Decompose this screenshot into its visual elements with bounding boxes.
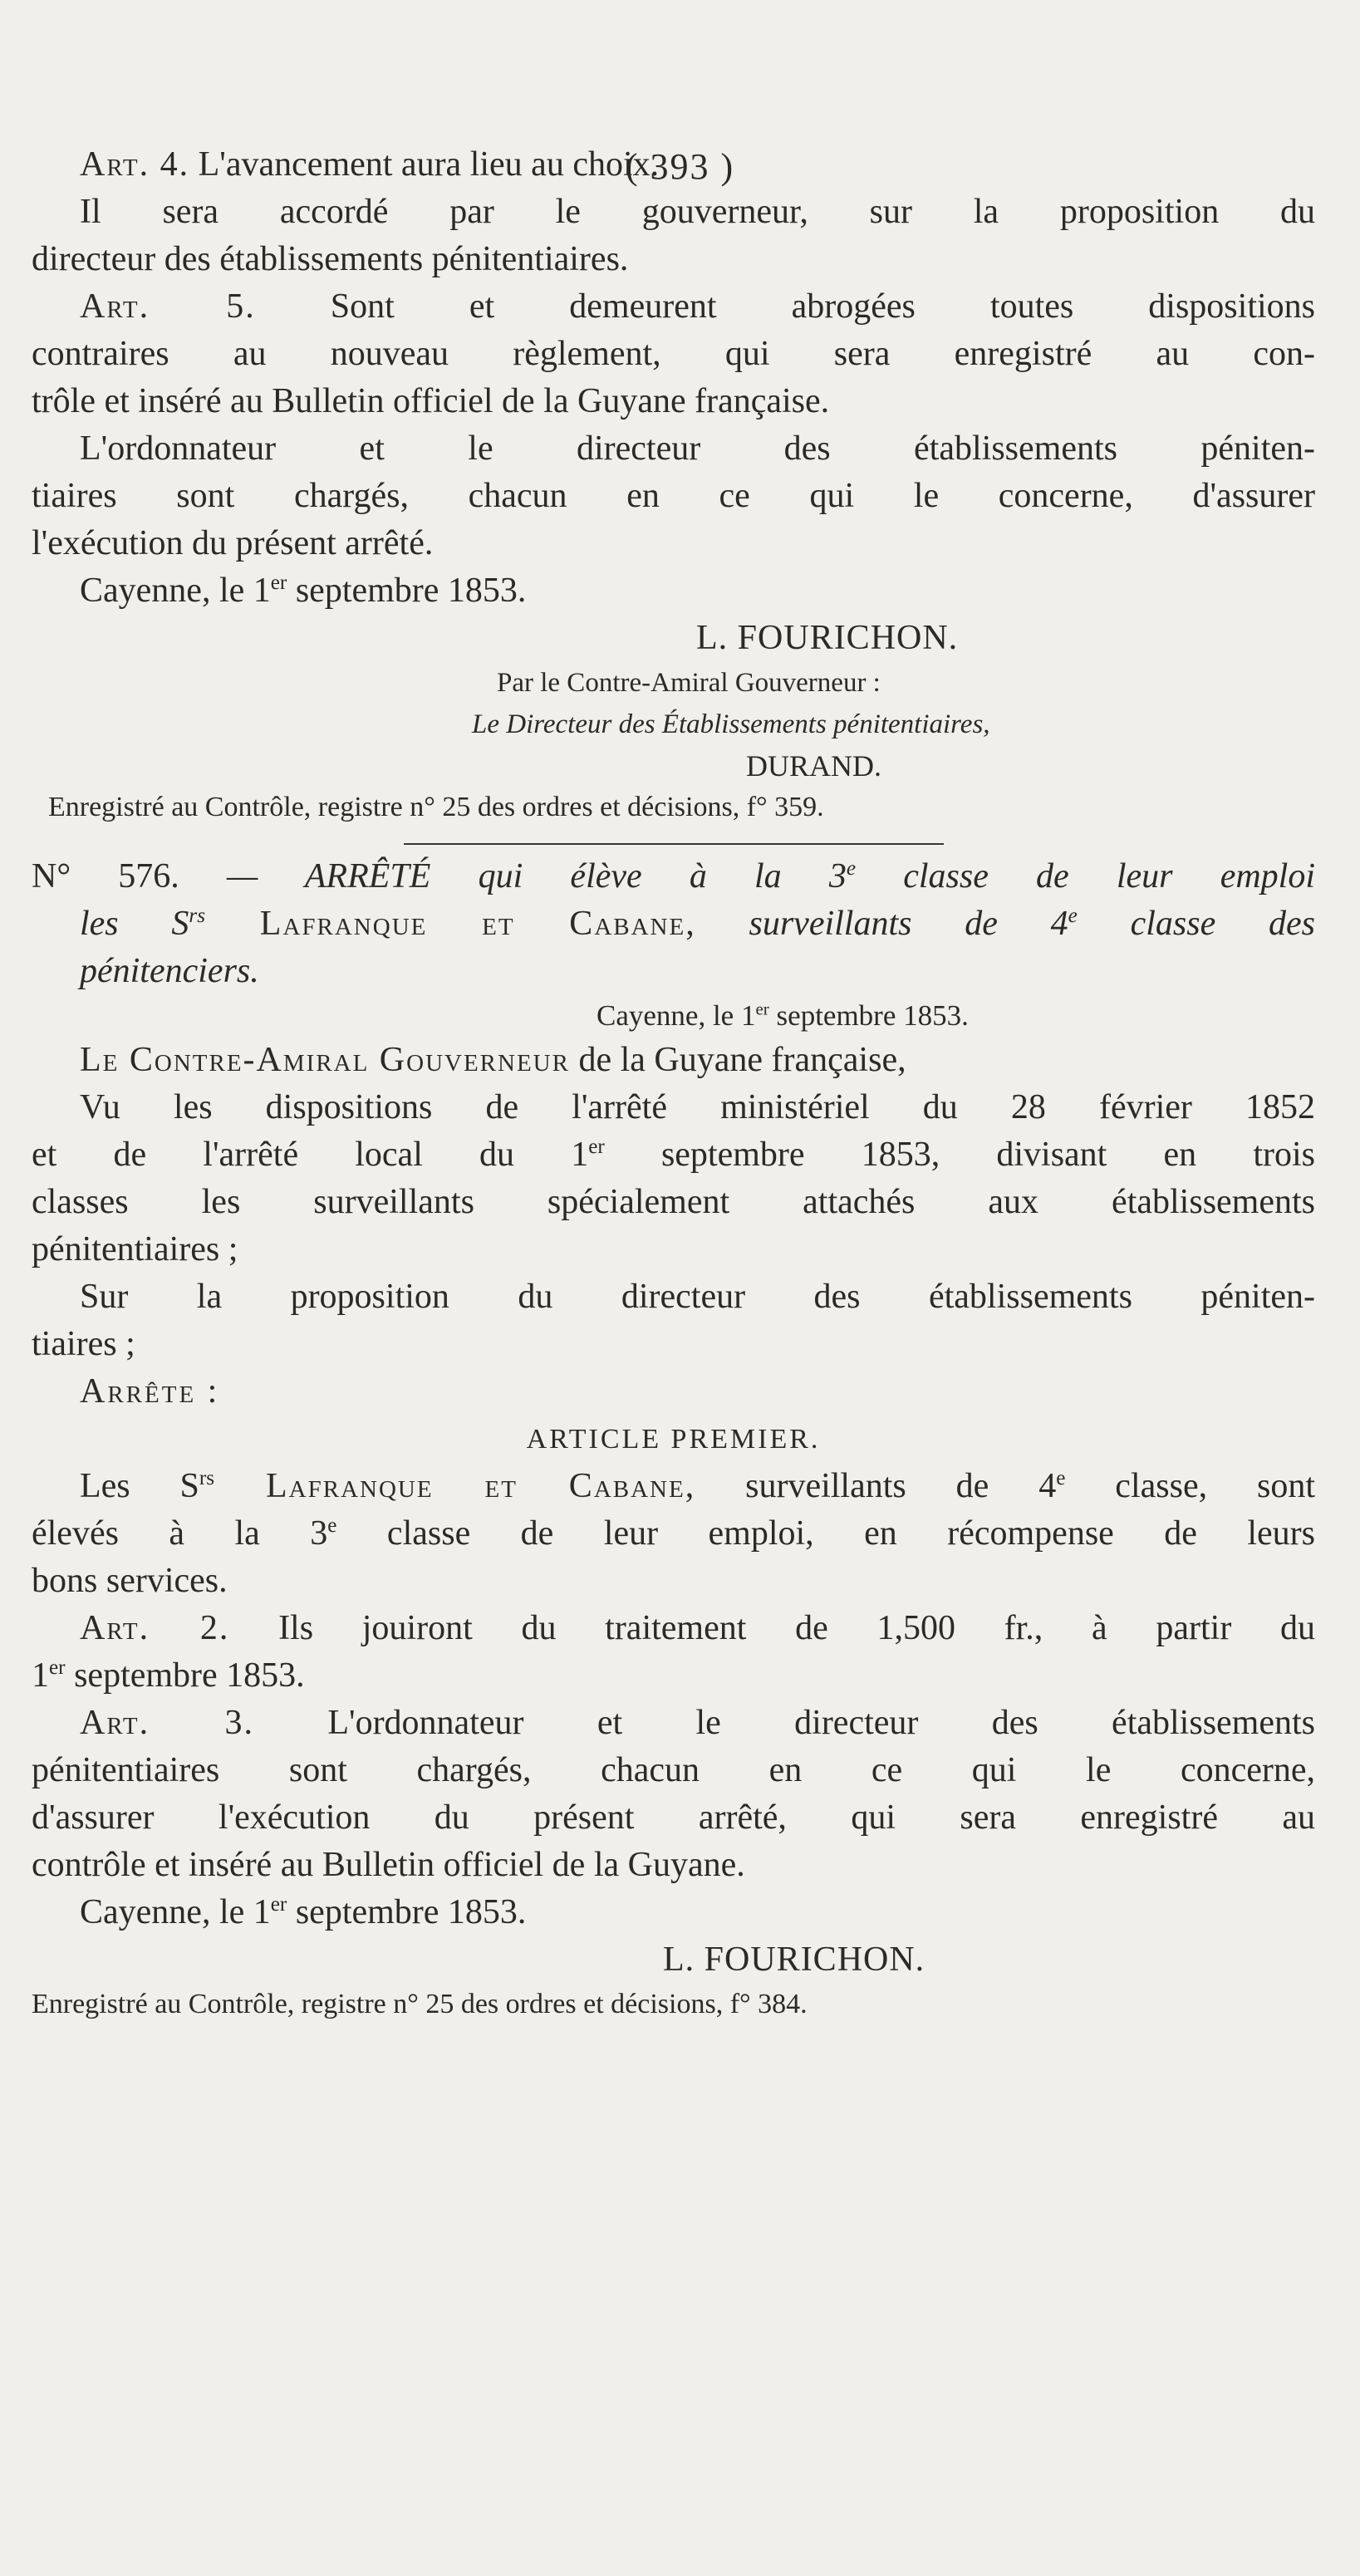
sur-line1: Sur la proposition du directeur des établissements péniten- [80,1278,1315,1316]
art3-line3: d'assurer l'exécution du présent arrêté, qui sera enregistré au [32,1798,1315,1837]
article1-line2 [32,1510,1315,1558]
article1-l2-sup: e [327,1514,337,1537]
art4-line1 [32,141,1315,189]
article1-l1-post: surveillants de 4 [695,1467,1057,1505]
art5-line1 [32,283,1315,331]
decree-title-l2-sup: rs [189,905,206,927]
article1-line3: bons services. [32,1562,228,1600]
decree-title-a-sup: e [846,857,857,880]
art5-text: Sont et demeurent abrogées toutes dispositions [330,287,1315,326]
article1-l2-post: classe de leur emploi, en récompense de leurs [336,1514,1316,1553]
countersign-line1: Par le Contre-Amiral Gouverneur : [497,668,881,698]
dateline-post: septembre 1853. [768,999,969,1032]
decree-number: N° 576. [32,857,179,895]
art4-line3: directeur des établissements pénitentiaires. [32,240,629,278]
document-page [32,141,1315,2025]
date2 [32,1889,1315,1936]
section-divider [404,843,944,845]
vu-line2-pre: et de l'arrêté local du 1 [32,1136,589,1174]
date2-post: septembre 1853. [287,1893,527,1931]
art3-line4: contrôle et inséré au Bulletin officiel de la Guyane. [32,1846,745,1884]
vu-line4: pénitentiaires ; [32,1230,238,1268]
countersign-line2: Le Directeur des Établissements pénitentiaires, [472,709,990,739]
date1 [32,567,1315,615]
article1-l2-pre: élevés à la 3 [32,1514,328,1553]
signature2: L. FOURICHON. [663,1941,925,1979]
authority-title: Le Contre-Amiral Gouverneur [80,1041,570,1079]
art5-line3: trôle et inséré au Bulletin officiel de la Guyane française. [32,382,830,420]
authority-rest: de la Guyane française, [569,1041,906,1079]
vu-line1: Vu les dispositions de l'arrêté ministériel du 28 février 1852 [80,1088,1315,1126]
decree-title-line2 [32,900,1315,948]
art2-l2-pre: 1 [32,1656,49,1695]
date1-sup: er [270,572,287,594]
vu-line3: classes les surveillants spécialement attachés aux établissements [32,1183,1315,1221]
signature1: L. FOURICHON. [696,619,959,657]
closing1-line2: tiaires sont chargés, chacun en ce qui le concerne, d'assurer [32,477,1315,515]
art4-line2: Il sera accordé par le gouverneur, sur la proposition du [80,193,1315,231]
decree-title-l2-end: classe des [1077,905,1315,943]
art2-l2-post: septembre 1853. [65,1656,305,1695]
art3-label: Art. 3. [80,1704,254,1742]
article1-l1-sup2: e [1056,1467,1066,1489]
art5-line2: contraires au nouveau règlement, qui sera enregistré au con- [32,335,1315,373]
vu-line2 [32,1131,1315,1179]
decree-title-line3: pénitenciers. [80,952,259,990]
article1-heading: ARTICLE PREMIER. [526,1424,821,1455]
art3-line1 [32,1700,1315,1747]
date1-pre: Cayenne, le 1 [80,572,271,610]
decree-title-a [227,857,1315,895]
article1-line1 [32,1463,1315,1510]
registry2: Enregistré au Contrôle, registre n° 25 des ordres et décisions, f° 384. [32,1989,808,2019]
closing1-line3: l'exécution du présent arrêté. [32,524,434,562]
art4-text: L'avancement aura lieu au choix. [198,145,660,184]
authority-line [32,1037,1315,1084]
arrete-label: Arrête : [80,1372,220,1411]
decree-title-line1 [32,853,1315,900]
decree-title-l2-post: surveillants de 4 [695,905,1068,943]
decree-dateline [32,995,1315,1037]
art3-text: L'ordonnateur et le directeur des établissements [327,1704,1315,1742]
article1-l1-pre: Les S [80,1467,199,1505]
closing1-line1: L'ordonnateur et le directeur des établissements péniten- [80,429,1315,468]
decree-title-l2-pre: les S [80,905,189,943]
art4-label: Art. 4. [80,145,190,184]
date2-sup: er [270,1893,287,1916]
page-number: ( 393 ) [625,146,735,187]
registry1: Enregistré au Contrôle, registre n° 25 des ordres et décisions, f° 359. [48,792,824,822]
decree-title-a-text: — ARRÊTÉ qui élève à la 3 [227,857,847,895]
art2-l2-sup: er [49,1656,66,1679]
decree-title-l2-names: Lafranque et Cabane, [205,905,696,943]
article1-l1-end: classe, sont [1065,1467,1316,1505]
date1-post: septembre 1853. [287,572,527,610]
dateline-pre: Cayenne, le 1 [597,999,756,1032]
sur-line2: tiaires ; [32,1325,135,1363]
date2-pre: Cayenne, le 1 [80,1893,271,1931]
article1-l1-sup: rs [199,1467,215,1489]
art2-line1 [32,1605,1315,1652]
art2-label: Art. 2. [80,1609,230,1647]
dateline-sup: er [755,999,769,1019]
vu-line2-post: septembre 1853, divisant en trois [604,1136,1315,1174]
article1-l1-names: Lafranque et Cabane, [214,1467,696,1505]
countersign-name: DURAND. [746,749,882,783]
vu-line2-sup: er [588,1136,605,1158]
art3-line2: pénitentiaires sont chargés, chacun en ce qui le concerne, [32,1751,1315,1789]
decree-title-l2-sup2: e [1068,905,1078,927]
decree-title-b-text: classe de leur emploi [856,857,1316,895]
art5-label: Art. 5. [80,287,256,326]
art2-line2 [32,1652,1315,1700]
art2-text: Ils jouiront du traitement de 1,500 fr., à partir du [278,1609,1316,1647]
